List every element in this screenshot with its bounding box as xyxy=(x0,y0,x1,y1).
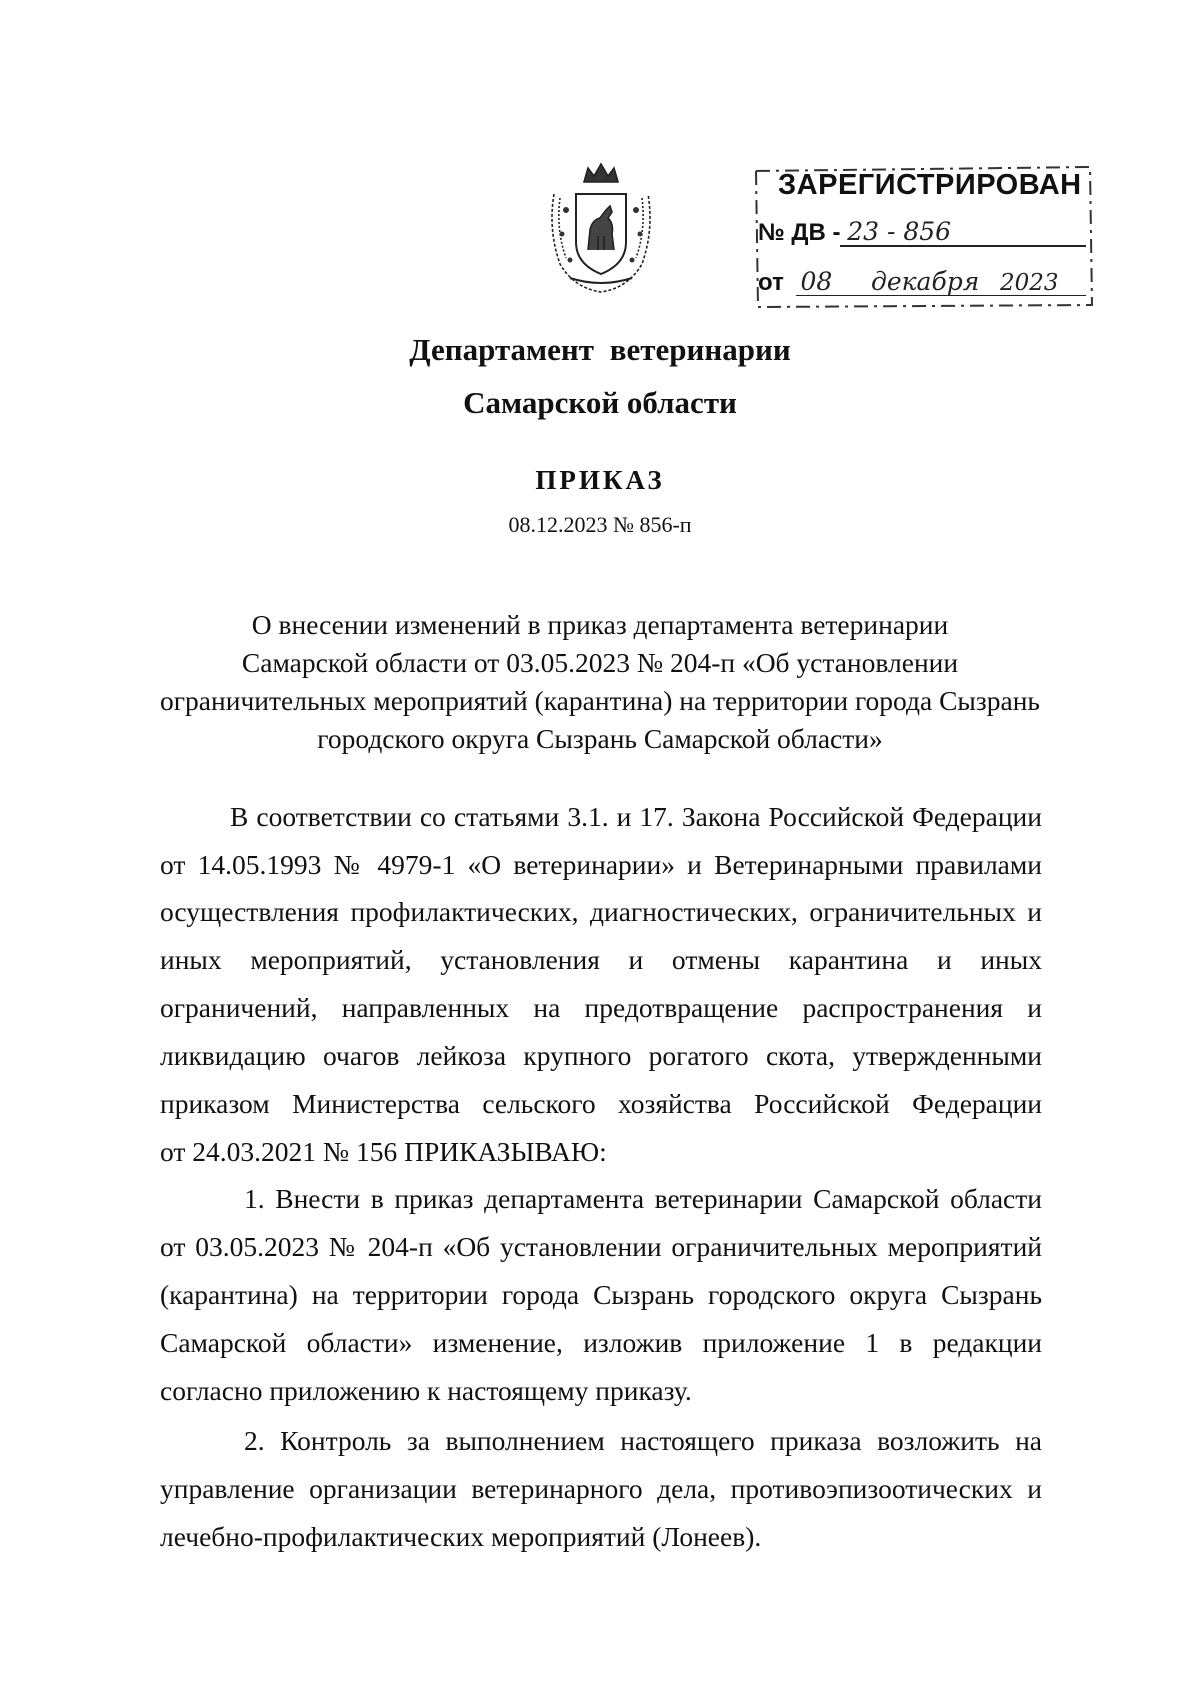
body-line: управление организации ветеринарного дела, противоэпизоотических и xyxy=(160,1473,1042,1504)
stamp-date-underline xyxy=(796,295,1086,296)
subject-line: Самарской области от 03.05.2023 № 204-п «Об установлении xyxy=(241,647,959,678)
stamp-number-underline xyxy=(840,245,1086,247)
body-line: Самарской области» изменение, изложив приложение 1 в редакции xyxy=(160,1327,1042,1358)
stamp-number-value: 23 - 856 xyxy=(847,217,952,246)
subject-line: городского округа Сызрань Самарской области» xyxy=(317,723,883,754)
stamp-date-line xyxy=(758,267,1059,297)
stamp-date-label: от xyxy=(758,269,784,296)
stamp-date-day: 08 xyxy=(800,267,833,296)
stamp-date-year: 2023 xyxy=(999,270,1059,296)
registration-stamp xyxy=(752,163,1094,309)
body-line: от 24.03.2021 № 156 ПРИКАЗЫВАЮ: xyxy=(160,1136,607,1167)
body-line: от 03.05.2023 № 204-п «Об установлении ограничительных мероприятий xyxy=(160,1231,1042,1262)
coat-of-arms-emblem xyxy=(540,160,662,296)
body-line: лечебно-профилактических мероприятий (Лонеев). xyxy=(160,1521,762,1552)
stamp-date-month: декабря xyxy=(870,267,980,296)
document-type: ПРИКАЗ xyxy=(535,465,665,495)
body-line: В соответствии со статьями 3.1. и 17. Закона Российской Федерации xyxy=(230,801,1042,832)
subject-line: О внесении изменений в приказ департамента ветеринарии xyxy=(251,609,949,640)
body-line: ограничений, направленных на предотвращение распространения и xyxy=(160,992,1042,1023)
body-line: ликвидацию очагов лейкоза крупного рогатого скота, утвержденными xyxy=(160,1040,1042,1071)
stamp-number-label: № ДВ - xyxy=(758,219,841,246)
department-name-line2: Самарской области xyxy=(463,385,737,420)
body-line: приказом Министерства сельского хозяйства Российской Федерации xyxy=(160,1088,1042,1119)
stamp-title: ЗАРЕГИСТРИРОВАН xyxy=(778,169,1082,201)
body-line: от 14.05.1993 № 4979-1 «О ветеринарии» и Ветеринарными правилами xyxy=(160,849,1042,880)
body-line: осуществления профилактических, диагностических, ограничительных и xyxy=(160,896,1042,927)
body-line: (карантина) на территории города Сызрань городского округа Сызрань xyxy=(160,1279,1042,1310)
body-line: 1. Внести в приказ департамента ветеринарии Самарской области xyxy=(244,1183,1042,1214)
subject-line: ограничительных мероприятий (карантина) на территории города Сызрань xyxy=(160,685,1040,716)
stamp-number-line xyxy=(758,217,951,247)
body-line: согласно приложению к настоящему приказу. xyxy=(160,1375,692,1406)
body-line: 2. Контроль за выполнением настоящего приказа возложить на xyxy=(244,1425,1042,1456)
document-date-number: 08.12.2023 № 856-п xyxy=(508,512,692,537)
department-name-line1: Департамент ветеринарии xyxy=(409,332,791,367)
body-line: иных мероприятий, установления и отмены карантина и иных xyxy=(160,944,1042,975)
